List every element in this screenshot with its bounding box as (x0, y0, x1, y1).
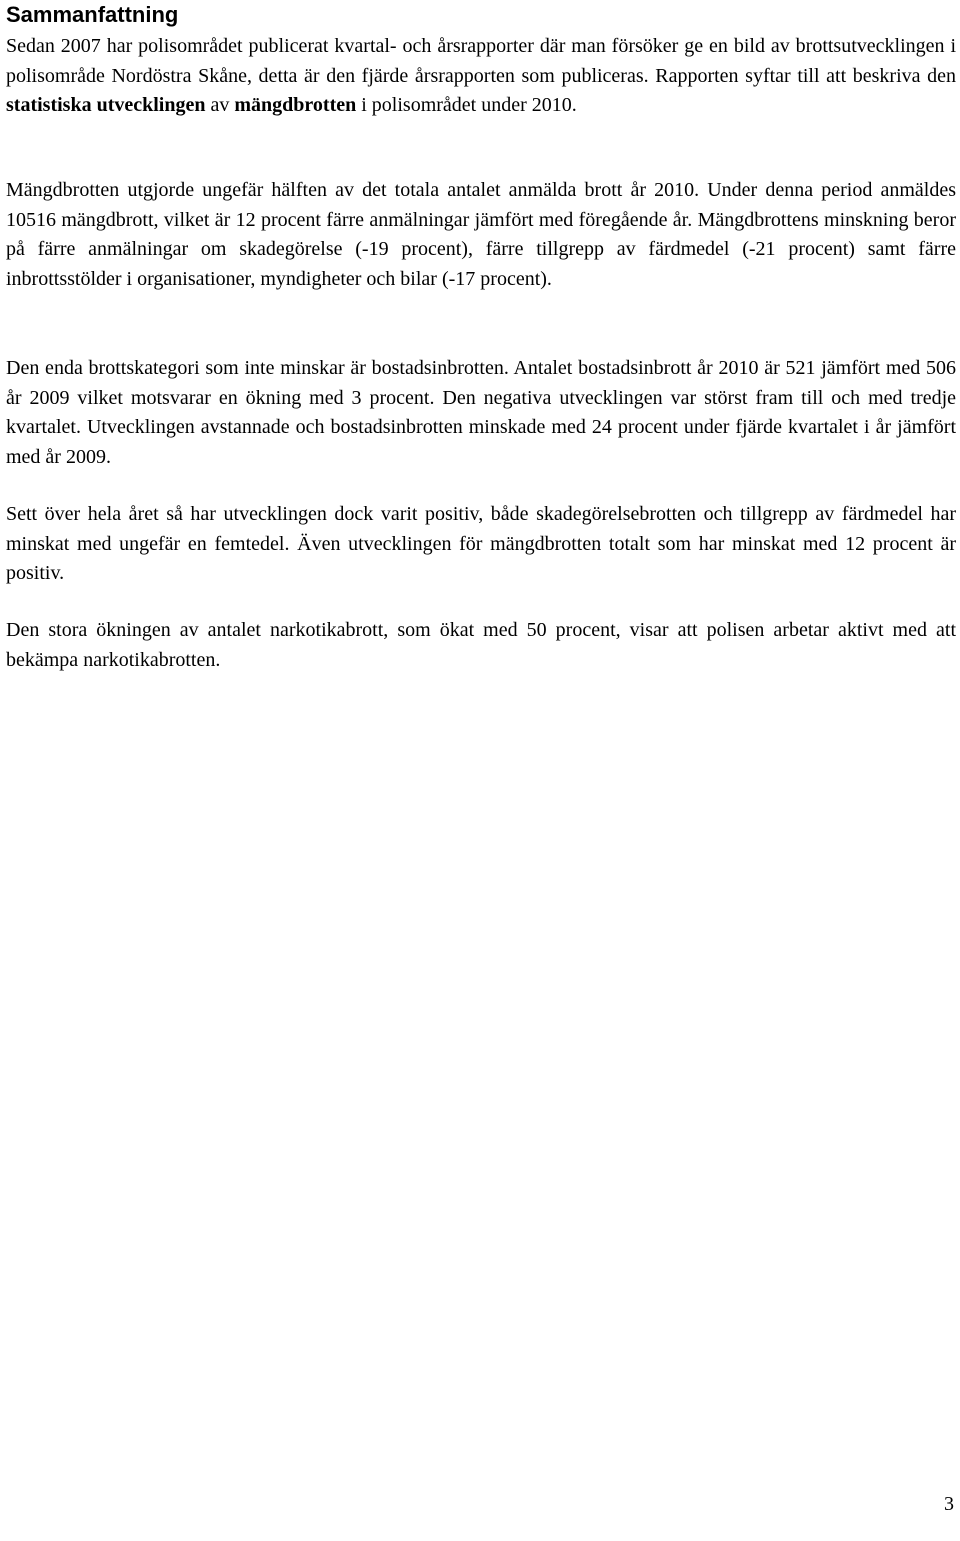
intro-bold-statistics: statistiska utvecklingen (6, 94, 206, 116)
paragraph-residential-burglary: Den enda brottskategori som inte minskar är bostadsinbrotten. Antalet bostadsinbrott år 2010 är 521 jämfört med 506 år 2009 vilket motsvarar en ökning med 3 procent. Den negativa utvecklingen var störst fram till och med tredje kvartalet. Utvecklingen avstannade och bostadsinbrotten minskade med 24 procent under fjärde kvartalet i år jämfört med år 2009. (6, 357, 956, 468)
paragraph-volume-crimes: Mängdbrotten utgjorde ungefär hälften av det totala antalet anmälda brott år 2010. Under denna period anmäldes 10516 mängdbrott, vilket är 12 procent färre anmälningar jämfört med föregående år. Mängdbrottens minskning beror på färre anmälningar om skadegörelse (-19 procent), färre tillgrepp av färdmedel (-21 procent) samt färre inbrottsstölder i organisationer, myndigheter och bilar (-17 procent). (6, 179, 956, 290)
intro-text-1: Sedan 2007 har polisområdet publicerat kvartal- och årsrapporter där man försöker ge en bild av brottsutvecklingen i polisområde Nordöstra Skåne, detta är den fjärde årsrapporten som publiceras. Rapporten syftar till att beskriva den (6, 35, 956, 87)
paragraph-year-overview: Sett över hela året så har utvecklingen dock varit positiv, både skadegörelsebrotten och tillgrepp av färdmedel har minskat med ungefär en femtedel. Även utvecklingen för mängdbrotten totalt som har minskat med 12 procent är positiv. (6, 503, 956, 584)
intro-bold-volume-crimes: mängdbrotten (234, 94, 357, 116)
paragraph-narcotics: Den stora ökningen av antalet narkotikabrott, som ökat med 50 procent, visar att polisen arbetar aktivt med att bekämpa narkotikabrotten. (6, 619, 956, 671)
intro-text-3: i polisområdet under 2010. (356, 94, 577, 116)
paragraph-intro (6, 32, 956, 121)
page-number: 3 (944, 1493, 954, 1515)
section-heading: Sammanfattning (6, 2, 179, 27)
intro-text-2: av (205, 94, 235, 116)
